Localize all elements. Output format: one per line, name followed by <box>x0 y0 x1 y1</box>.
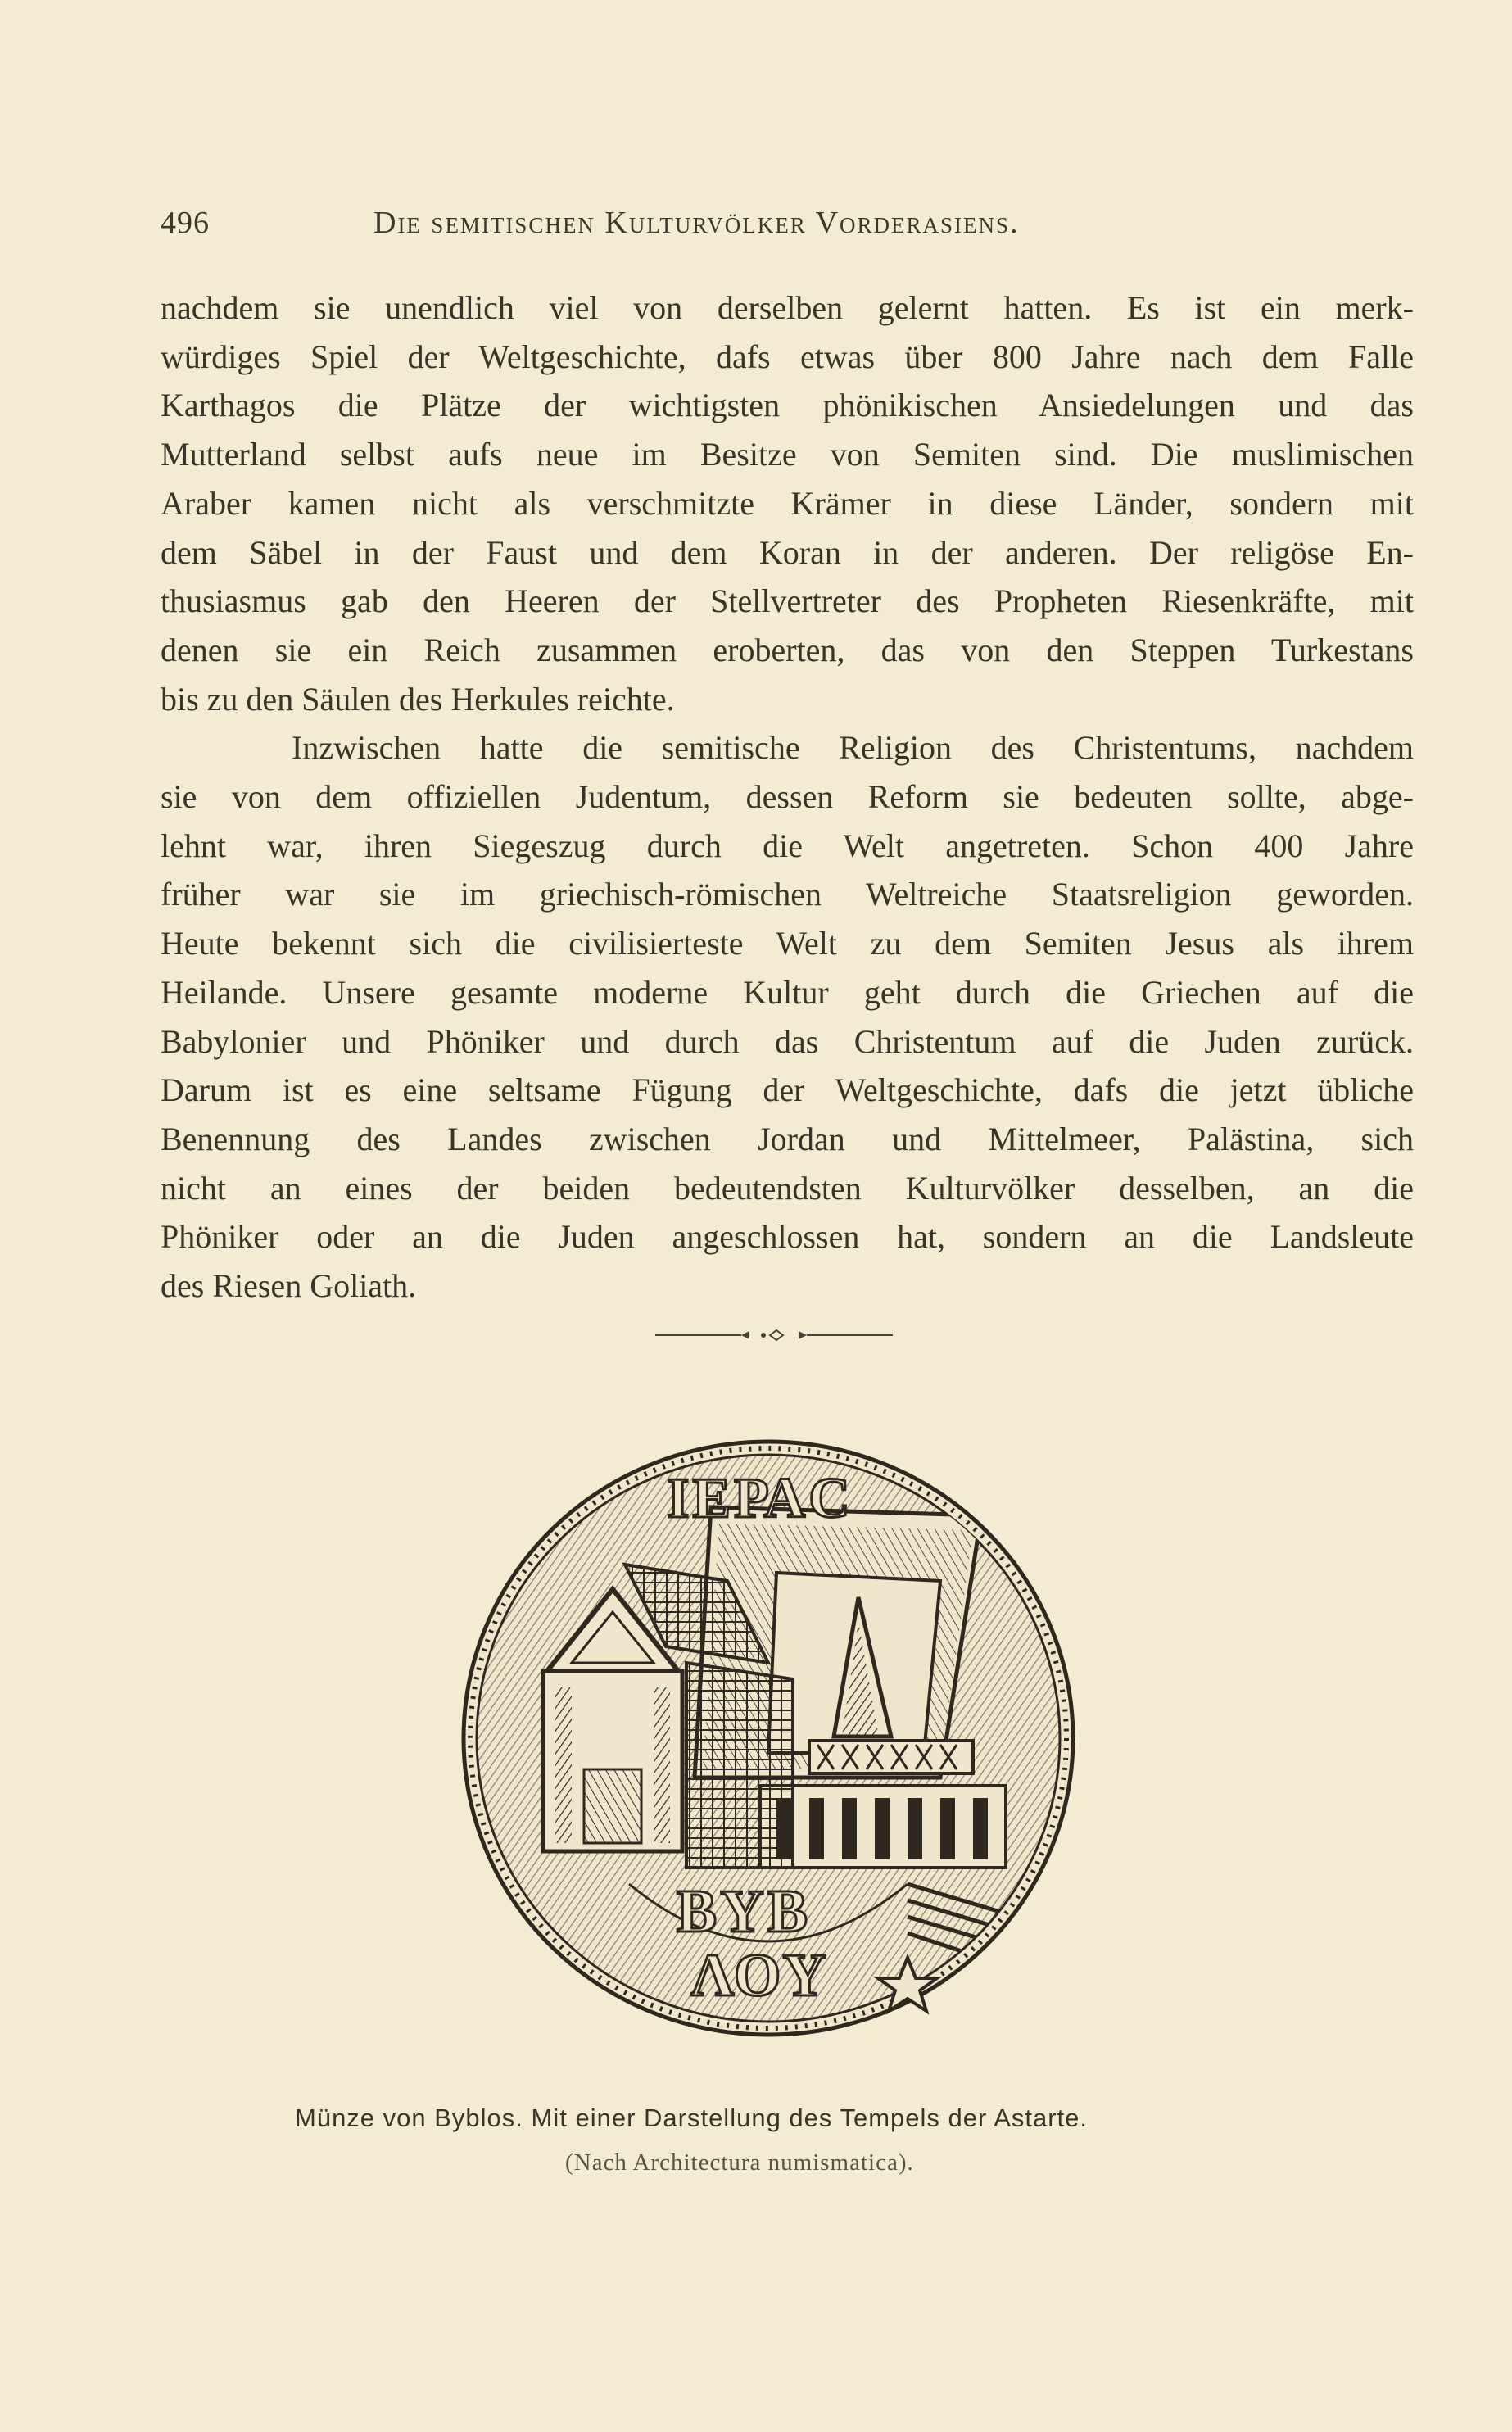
text-line: des Riesen Goliath. <box>161 1267 417 1305</box>
text-line: Heute bekennt sich die civilisierteste Welt zu dem Semiten Jesus als ihrem <box>161 925 1414 962</box>
text-line: lehnt war, ihren Siegeszug durch die Welt angetreten. Schon 400 Jahre <box>161 827 1414 864</box>
body-text <box>161 283 1414 1311</box>
figure-credit: (Nach Architectura numismatica). <box>565 2149 914 2176</box>
text-line: nachdem sie unendlich viel von derselben gelernt hatten. Es ist ein merk- <box>161 289 1414 326</box>
paragraph-2 <box>161 723 1414 1310</box>
figure-caption: Münze von Byblos. Mit einer Darstellung des Tempels der Astarte. <box>295 2104 1089 2132</box>
text-line: Inzwischen hatte die semitische Religion des Christentums, nachdem <box>292 729 1414 767</box>
coin-inscription-bottom-1: ΒΥΒ <box>676 1878 812 1945</box>
text-line: bis zu den Säulen des Herkules reichte. <box>161 680 675 718</box>
text-line: Araber kamen nicht als verschmitzte Krämer in diese Länder, sondern mit <box>161 484 1414 522</box>
text-line: würdiges Spiel der Weltgeschichte, dafs etwas über 800 Jahre nach dem Falle <box>161 337 1414 375</box>
page-number: 496 <box>161 206 210 240</box>
text-line: früher war sie im griechisch-römischen Weltreiche Staatsreligion geworden. <box>161 876 1414 913</box>
text-line: Benennung des Landes zwischen Jordan und Mittelmeer, Palästina, sich <box>161 1120 1414 1157</box>
text-line: Babylonier und Phöniker und durch das Christentum auf die Juden zurück. <box>161 1022 1414 1060</box>
text-line: Heilande. Unsere gesamte moderne Kultur geht durch die Griechen auf die <box>161 973 1414 1011</box>
text-line: dem Säbel in der Faust und dem Koran in der anderen. Der religöse En- <box>161 533 1414 571</box>
running-title: Die semitischen Kulturvölker Vorderasiens. <box>373 206 1020 240</box>
text-line: sie von dem offiziellen Judentum, dessen Reform sie bedeuten sollte, abge- <box>161 778 1414 816</box>
paragraph-1 <box>161 283 1414 723</box>
text-line: Mutterland selbst aufs neue im Besitze von Semiten sind. Die muslimischen <box>161 436 1414 473</box>
coin-inscription-top: ΙΕΡΑC <box>667 1467 853 1530</box>
text-line: Phöniker oder an die Juden angeschlossen hat, sondern an die Landsleute <box>161 1218 1414 1256</box>
text-line: thusiasmus gab den Heeren der Stellvertreter des Propheten Riesenkräfte, mit <box>161 582 1414 620</box>
text-line: Darum ist es eine seltsame Fügung der Weltgeschichte, dafs die jetzt übliche <box>161 1071 1414 1109</box>
text-line: nicht an eines der beiden bedeutendsten Kulturvölker desselben, an die <box>161 1169 1414 1207</box>
section-divider-ornament <box>655 1327 893 1343</box>
byblos-coin-illustration <box>449 1425 1088 2048</box>
text-line: denen sie ein Reich zusammen eroberten, das von den Steppen Turkestans <box>161 631 1414 668</box>
coin-inscription-bottom-2: ΛΟΥ <box>690 1942 830 2009</box>
text-line: Karthagos die Plätze der wichtigsten phönikischen Ansiedelungen und das <box>161 387 1414 424</box>
